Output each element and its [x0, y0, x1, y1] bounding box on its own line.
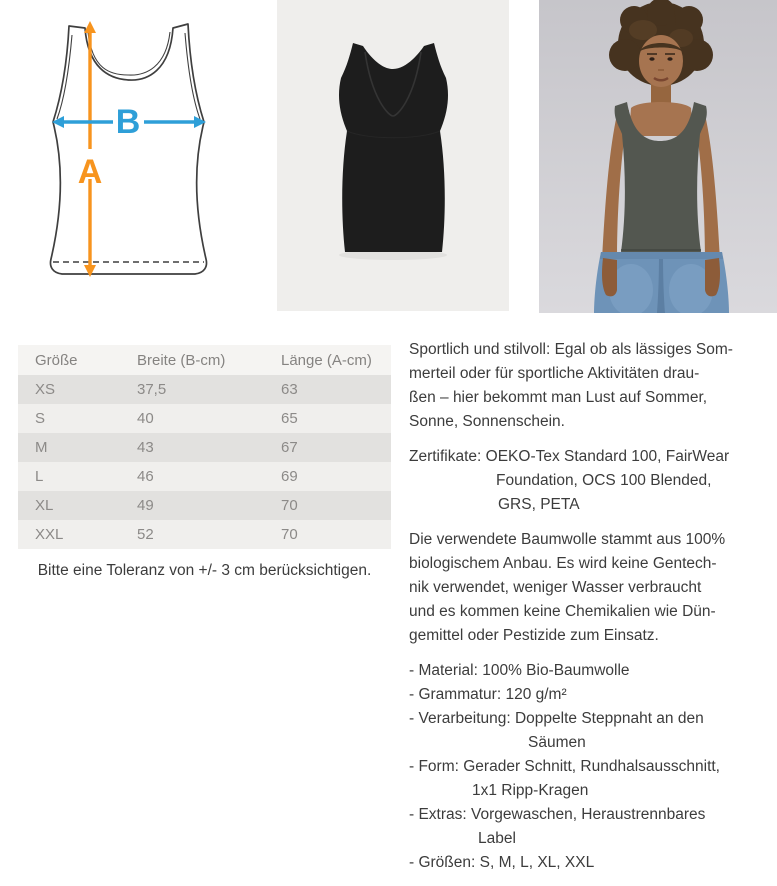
spec-line-verarbeitung-cont: Säumen — [528, 734, 586, 751]
intro-paragraph — [409, 338, 774, 434]
column-header-groesse: Größe — [18, 345, 136, 375]
product-photo-model — [539, 0, 777, 313]
description-line: Foundation, OCS 100 Blended, — [496, 472, 712, 489]
breite-cell: 43 — [136, 433, 280, 462]
model-face — [639, 35, 683, 87]
size-cell: XXL — [18, 520, 136, 549]
laenge-cell: 63 — [280, 375, 391, 404]
description-line: nik verwendet, weniger Wasser verbraucht — [409, 579, 702, 596]
product-photo-flat — [277, 0, 509, 311]
breite-cell: 52 — [136, 520, 280, 549]
breite-cell: 37,5 — [136, 375, 280, 404]
description-line: biologischem Anbau. Es wird keine Gentech- — [409, 555, 717, 572]
model-wearing-tank-top-photo — [539, 0, 777, 313]
table-row-xxl — [18, 520, 391, 549]
breite-cell: 40 — [136, 404, 280, 433]
spec-line-form-cont: 1x1 Ripp-Kragen — [472, 782, 589, 799]
description-line: ßen – hier bekommt man Lust auf Sommer, — [409, 389, 708, 406]
size-table-header-row — [18, 345, 391, 375]
table-row-m — [18, 433, 391, 462]
measure-label-a: A — [77, 152, 103, 191]
spec-line-material: - Material: 100% Bio-Baumwolle — [409, 662, 630, 679]
table-row-xl — [18, 491, 391, 520]
size-cell: XS — [18, 375, 136, 404]
description-line: gemittel oder Pestizide zum Einsatz. — [409, 627, 659, 644]
size-cell: S — [18, 404, 136, 433]
size-diagram-image — [20, 5, 250, 305]
spec-line-grammatur: - Grammatur: 120 g/m² — [409, 686, 567, 703]
description-line: Zertifikate: OEKO-Tex Standard 100, FairWear — [409, 448, 730, 465]
column-header-laenge: Länge (A-cm) — [280, 345, 391, 375]
size-cell: XL — [18, 491, 136, 520]
description-line: Sonne, Sonnenschein. — [409, 413, 565, 430]
spec-line-groessen: - Größen: S, M, L, XL, XXL — [409, 854, 595, 871]
description-line: GRS, PETA — [498, 496, 580, 513]
laenge-cell: 65 — [280, 404, 391, 433]
black-tank-top-photo — [277, 0, 509, 311]
specs-list — [409, 659, 774, 875]
size-cell: M — [18, 433, 136, 462]
table-row-s — [18, 404, 391, 433]
laenge-cell: 69 — [280, 462, 391, 491]
size-table — [18, 345, 391, 549]
spec-line-extras-cont: Label — [478, 830, 516, 847]
certificates-paragraph — [409, 445, 774, 517]
cotton-paragraph — [409, 528, 774, 648]
column-header-breite: Breite (B-cm) — [136, 345, 280, 375]
table-row-l — [18, 462, 391, 491]
breite-cell: 46 — [136, 462, 280, 491]
measure-label-b: B — [115, 102, 141, 141]
table-row-xs — [18, 375, 391, 404]
laenge-cell: 67 — [280, 433, 391, 462]
description-line: merteil oder für sportliche Aktivitäten drau- — [409, 365, 700, 382]
description-line: Sportlich und stilvoll: Egal ob als lässiges Som- — [409, 341, 733, 358]
size-cell: L — [18, 462, 136, 491]
description-line: und es kommen keine Chemikalien wie Dün- — [409, 603, 716, 620]
spec-line-extras: - Extras: Vorgewaschen, Heraustrennbares — [409, 806, 706, 823]
product-description — [409, 338, 774, 886]
breite-cell: 49 — [136, 491, 280, 520]
laenge-cell: 70 — [280, 491, 391, 520]
spec-line-form: - Form: Gerader Schnitt, Rundhalsausschnitt, — [409, 758, 720, 775]
tank-top-measure-drawing — [20, 5, 250, 305]
tolerance-note: Bitte eine Toleranz von +/- 3 cm berücksichtigen. — [37, 562, 372, 579]
laenge-cell: 70 — [280, 520, 391, 549]
spec-line-verarbeitung: - Verarbeitung: Doppelte Steppnaht an den — [409, 710, 704, 727]
description-line: Die verwendete Baumwolle stammt aus 100% — [409, 531, 726, 548]
